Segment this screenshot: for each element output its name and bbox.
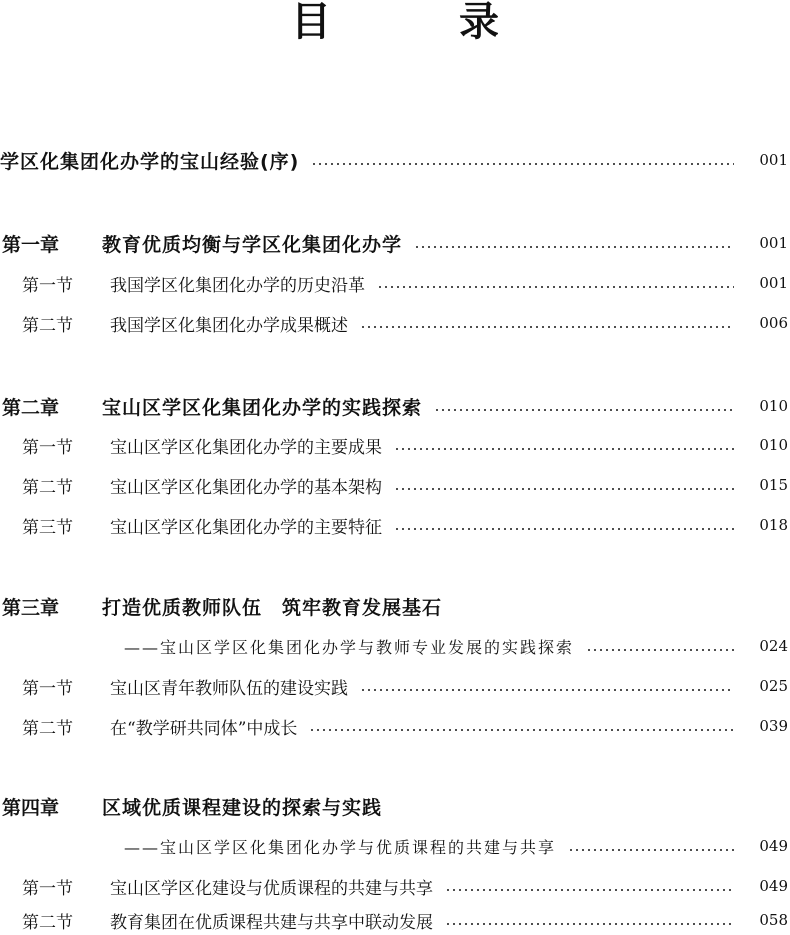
entry-label: 第二节 <box>22 912 73 933</box>
toc-entry-section[interactable] <box>0 510 790 540</box>
entry-text: 教育优质均衡与学区化集团化办学 <box>102 233 403 256</box>
entry-label: 第一节 <box>22 275 73 296</box>
dot-leader <box>586 649 734 651</box>
entry-text: 在“教学研共同体”中成长 <box>110 718 298 739</box>
toc-entry-section[interactable] <box>0 671 790 701</box>
page-number: 049 <box>759 837 788 855</box>
dot-leader <box>360 326 734 328</box>
entry-text: 宝山区学区化集团化办学的实践探索 <box>102 396 423 419</box>
entry-subtitle-text: ——宝山区学区化集团化办学与优质课程的共建与共享 <box>124 837 557 857</box>
entry-text: 宝山区学区化建设与优质课程的共建与共享 <box>110 878 433 899</box>
dot-leader <box>445 889 734 891</box>
dot-leader <box>360 689 734 691</box>
page-number: 010 <box>759 436 788 454</box>
page-number: 010 <box>759 397 788 415</box>
entry-text: 打造优质教师队伍 筑牢教育发展基石 <box>102 596 443 619</box>
toc-entry-section[interactable] <box>0 430 790 460</box>
toc-entry-subtitle[interactable] <box>0 831 790 861</box>
entry-label: 第四章 <box>2 796 60 819</box>
dot-leader <box>394 528 734 530</box>
entry-label: 第三节 <box>22 517 73 538</box>
toc-entry-section[interactable] <box>0 470 790 500</box>
toc-entry-chapter-3[interactable] <box>0 591 790 621</box>
page-number: 015 <box>759 476 788 494</box>
entry-label: 第一章 <box>2 233 60 256</box>
toc-entry-chapter-1[interactable] <box>0 228 790 258</box>
page-number: 039 <box>759 717 788 735</box>
entry-text: 宝山区学区化集团化办学的主要特征 <box>110 517 382 538</box>
entry-label: 第二节 <box>22 718 73 739</box>
page-number: 001 <box>759 234 788 252</box>
entry-label: 第一节 <box>22 678 73 699</box>
entry-text: 宝山区青年教师队伍的建设实践 <box>110 678 348 699</box>
entry-text: 学区化集团化办学的宝山经验(序) <box>0 150 300 173</box>
dot-leader <box>309 729 734 731</box>
entry-text: 教育集团在优质课程共建与共享中联动发展 <box>110 912 433 933</box>
entry-label: 第一节 <box>22 437 73 458</box>
toc-entry-preface[interactable] <box>0 145 790 175</box>
page-number: 049 <box>759 877 788 895</box>
dot-leader <box>434 409 734 411</box>
dot-leader <box>445 923 734 925</box>
entry-subtitle-text: ——宝山区学区化集团化办学与教师专业发展的实践探索 <box>124 637 575 657</box>
toc-entry-chapter-2[interactable] <box>0 391 790 421</box>
entry-label: 第三章 <box>2 596 60 619</box>
page-number: 018 <box>759 516 788 534</box>
page-number: 024 <box>759 637 788 655</box>
page-number: 006 <box>759 314 788 332</box>
toc-entry-section[interactable] <box>0 308 790 338</box>
toc-entry-chapter-4[interactable] <box>0 791 790 821</box>
entry-text: 宝山区学区化集团化办学的主要成果 <box>110 437 382 458</box>
page-number: 058 <box>759 911 788 929</box>
toc-entry-section[interactable] <box>0 268 790 298</box>
entry-label: 第一节 <box>22 878 73 899</box>
page-number: 025 <box>759 677 788 695</box>
dot-leader <box>311 163 734 165</box>
dot-leader <box>394 488 734 490</box>
toc-entry-subtitle[interactable] <box>0 631 790 661</box>
toc-entry-section[interactable] <box>0 711 790 741</box>
entry-label: 第二节 <box>22 477 73 498</box>
page-number: 001 <box>759 274 788 292</box>
dot-leader <box>414 246 734 248</box>
page-title: 目 录 <box>291 0 543 45</box>
toc-entry-section[interactable] <box>0 905 790 935</box>
toc-entry-section[interactable] <box>0 871 790 901</box>
entry-text: 宝山区学区化集团化办学的基本架构 <box>110 477 382 498</box>
dot-leader <box>568 849 734 851</box>
entry-text: 区域优质课程建设的探索与实践 <box>102 796 383 819</box>
entry-text: 我国学区化集团化办学成果概述 <box>110 315 348 336</box>
entry-label: 第二节 <box>22 315 73 336</box>
entry-label: 第二章 <box>2 396 60 419</box>
dot-leader <box>394 448 734 450</box>
entry-text: 我国学区化集团化办学的历史沿革 <box>110 275 365 296</box>
dot-leader <box>377 286 734 288</box>
page-number: 001 <box>759 151 788 169</box>
